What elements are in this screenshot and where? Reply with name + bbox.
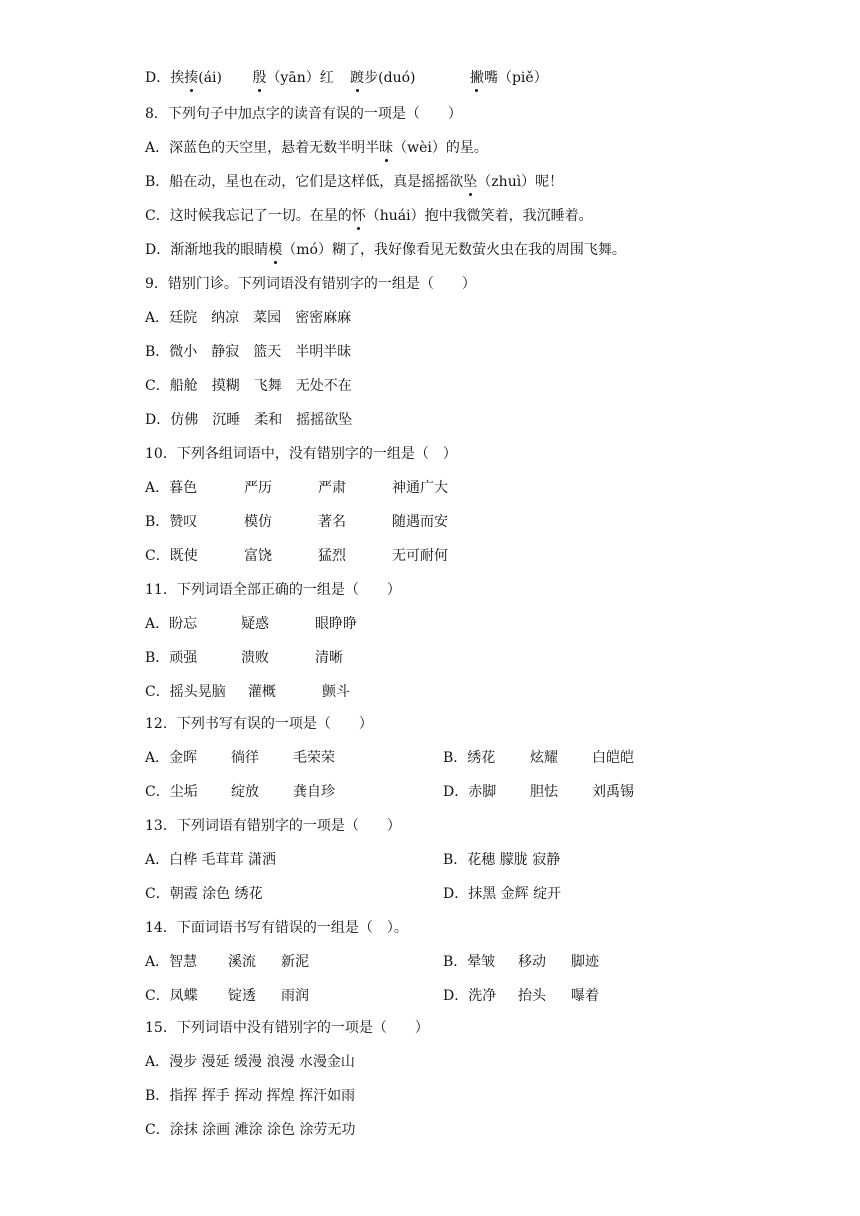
question-title: 9．错别门诊。下列词语没有错别字的一组是（ ） — [145, 276, 476, 292]
dotted-char: 坠 — [463, 174, 478, 190]
question-title: 10．下列各组词语中，没有错别字的一组是（ ） — [145, 446, 457, 462]
dotted-char: 模 — [268, 242, 283, 258]
question-title: 14．下面词语书写有错误的一组是（ ）。 — [145, 920, 408, 936]
q7-option-d: D．挨揍(ái) 殷（yān）红 踱步(duó) 撇嘴（piě） — [145, 70, 548, 86]
q8-option-a: A．深蓝色的天空里，悬着无数半明半昧（wèi）的星。 — [145, 140, 488, 156]
question-title: 8．下列句子中加点字的读音有误的一项是（ ） — [145, 106, 462, 122]
q8-option-d: D．渐渐地我的眼睛模（mó）糊了，我好像看见无数萤火虫在我的周围飞舞。 — [145, 242, 626, 258]
q8-option-b: B．船在动，星也在动，它们是这样低，真是摇摇欲坠（zhuì）呢！ — [145, 174, 564, 190]
q13-option-a: A．白桦 毛茸茸 潇洒 — [145, 852, 277, 868]
dotted-char: 怀 — [351, 208, 366, 224]
option-label: D． — [145, 70, 171, 86]
dotted-char: 揍 — [184, 70, 199, 86]
q15-option-a: A．漫步 漫延 缓漫 浪漫 水漫金山 — [145, 1054, 355, 1070]
q9-option-a: A．廷院 纳凉 菜园 密密麻麻 — [145, 310, 352, 326]
q13-option-d: D．抹黑 金辉 绽开 — [443, 886, 562, 902]
q13-option-c: C．朝霞 涂色 绣花 — [145, 886, 263, 902]
dotted-char: 踱 — [350, 70, 365, 86]
question-title: 13．下列词语有错别字的一项是（ ） — [145, 818, 401, 834]
dotted-char: 殷 — [252, 70, 267, 86]
dotted-char: 撇 — [469, 70, 484, 86]
question-title: 12．下列书写有误的一项是（ ） — [145, 716, 373, 732]
dotted-char: 昧 — [379, 140, 394, 156]
q15-option-b: B．指挥 挥手 挥动 挥煌 挥汗如雨 — [145, 1088, 356, 1104]
q9-option-b: B．微小 静寂 篮天 半明半昧 — [145, 344, 352, 360]
q9-option-d: D．仿佛 沉睡 柔和 摇摇欲坠 — [145, 412, 353, 428]
question-title: 11．下列词语全部正确的一组是（ ） — [145, 582, 401, 598]
q13-option-b: B．花穗 朦胧 寂静 — [443, 852, 561, 868]
q9-option-c: C．船舱 摸糊 飞舞 无处不在 — [145, 378, 352, 394]
question-title: 15．下列词语中没有错别字的一项是（ ） — [145, 1020, 429, 1036]
q15-option-c: C．涂抹 涂画 滩涂 涂色 涂劳无功 — [145, 1122, 356, 1138]
q8-option-c: C．这时候我忘记了一切。在星的怀（huái）抱中我微笑着，我沉睡着。 — [145, 208, 593, 224]
